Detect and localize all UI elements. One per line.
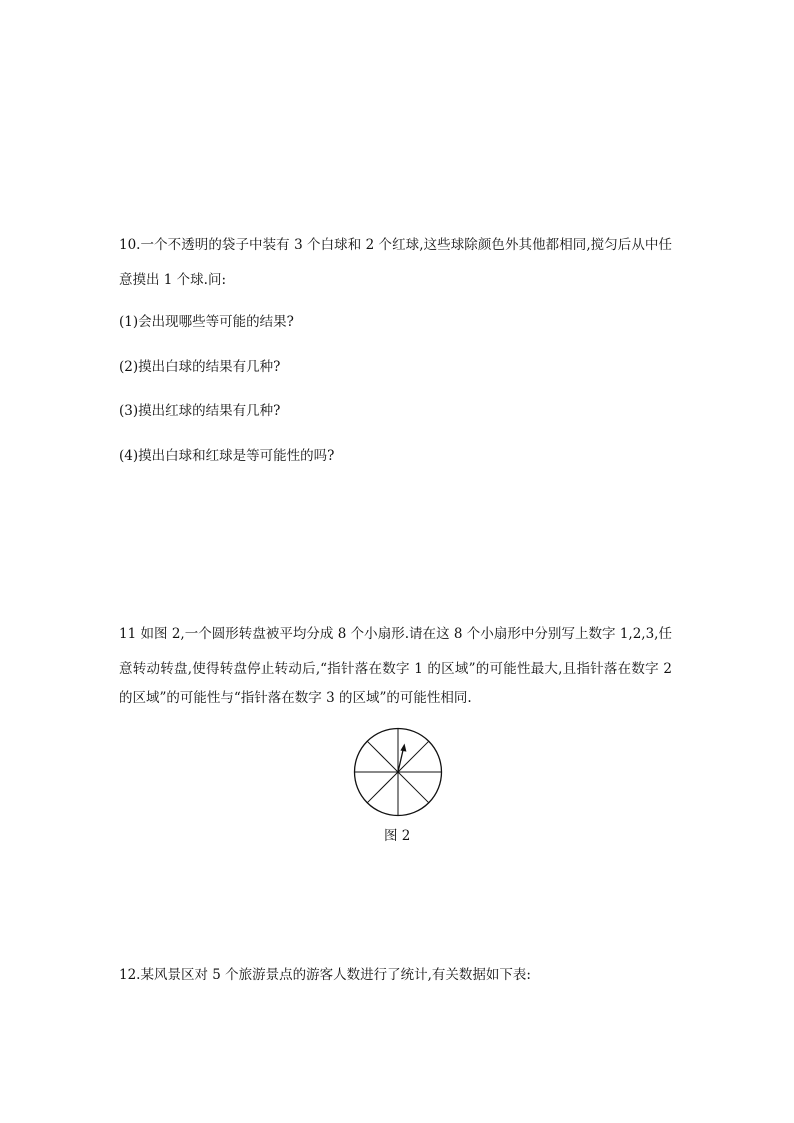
q11-stem-line-3: 的区域”的可能性与“指针落在数字 3 的区域”的可能性相同. bbox=[119, 690, 472, 706]
figure-caption: 图 2 bbox=[384, 828, 411, 844]
q10-subquestion-2: (2)摸出白球的结果有几种? bbox=[119, 359, 281, 375]
spinner-icon bbox=[353, 727, 443, 817]
q10-stem-line-2: 意摸出 1 个球.问: bbox=[119, 272, 227, 288]
q11-stem-line-1: 11 如图 2,一个圆形转盘被平均分成 8 个小扇形.请在这 8 个小扇形中分别写上数字 1,2,3,任 bbox=[119, 626, 672, 642]
q12-stem-line-1: 12.某风景区对 5 个旅游景点的游客人数进行了统计,有关数据如下表: bbox=[119, 967, 531, 983]
q10-subquestion-3: (3)摸出红球的结果有几种? bbox=[119, 403, 281, 419]
q10-subquestion-4: (4)摸出白球和红球是等可能性的吗? bbox=[119, 448, 335, 464]
q10-subquestion-1: (1)会出现哪些等可能的结果? bbox=[119, 314, 294, 330]
q11-stem-line-2: 意转动转盘,使得转盘停止转动后,“指针落在数字 1 的区域”的可能性最大,且指针落在数字 2 bbox=[119, 661, 672, 677]
q10-stem-line-1: 10.一个不透明的袋子中装有 3 个白球和 2 个红球,这些球除颜色外其他都相同,搅匀后从中任 bbox=[119, 237, 672, 253]
